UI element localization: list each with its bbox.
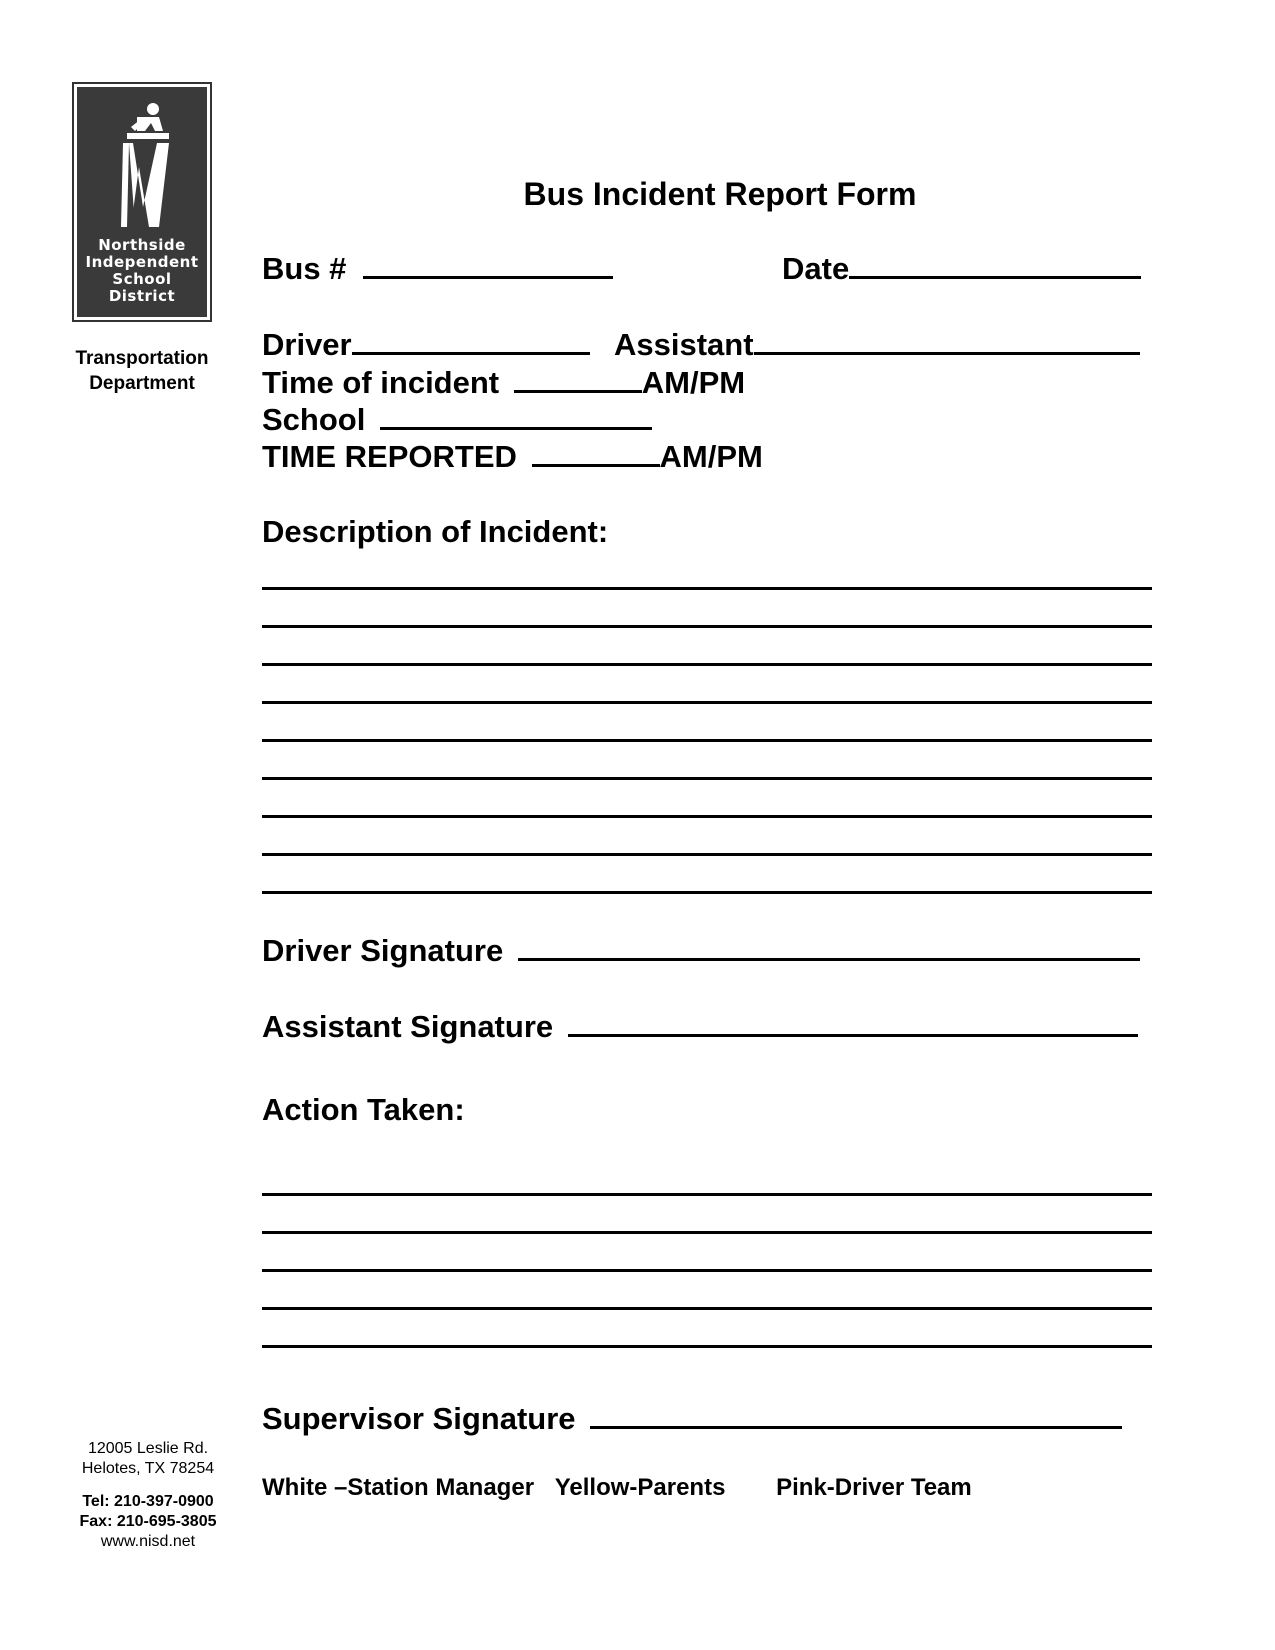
time-reported-ampm: AM/PM [659,439,763,474]
time-of-incident-blank[interactable] [514,364,642,393]
supervisor-signature-field [262,1400,1122,1437]
copy-yellow: Yellow-Parents [554,1474,726,1501]
assistant-signature-field [262,1008,1138,1045]
assistant-signature-blank[interactable] [568,1008,1138,1037]
description-line[interactable] [262,739,1152,742]
assistant-signature-label: Assistant Signature [262,1009,554,1044]
school-blank[interactable] [380,401,652,430]
bus-number-label: Bus # [262,251,347,286]
copy-pink: Pink-Driver Team [776,1474,972,1501]
supervisor-signature-label: Supervisor Signature [262,1401,576,1436]
time-reported-label: TIME REPORTED [262,439,517,474]
assistant-label: Assistant [614,327,754,362]
driver-blank[interactable] [352,326,590,355]
time-of-incident-label: Time of incident [262,365,500,400]
logo-line-4: District [108,287,176,305]
action-taken-line[interactable] [262,1307,1152,1310]
contact-tel: Tel: 210-397-0900 [82,1493,214,1510]
action-taken-line[interactable] [262,1231,1152,1234]
action-taken-label: Action Taken: [262,1092,465,1127]
description-label: Description of Incident: [262,514,609,549]
action-taken-line[interactable] [262,1269,1152,1272]
description-line[interactable] [262,587,1152,590]
bus-number-blank[interactable] [363,250,613,279]
time-of-incident-field [262,364,745,401]
supervisor-signature-blank[interactable] [590,1400,1122,1429]
description-line[interactable] [262,853,1152,856]
district-logo [72,82,212,322]
assistant-field [614,326,1140,363]
description-line[interactable] [262,625,1152,628]
address-city: Helotes, TX 78254 [81,1460,215,1477]
driver-signature-field [262,932,1140,969]
contact-web: www.nisd.net [100,1533,196,1550]
driver-label: Driver [262,327,352,362]
copy-distribution [262,1474,972,1502]
copy-white: White –Station Manager [262,1474,535,1501]
school-label: School [262,402,366,437]
logo-line-1: Northside [98,236,186,254]
district-address [58,1439,238,1479]
driver-field [262,326,590,363]
logo-line-3: School [112,270,172,288]
time-of-incident-ampm: AM/PM [641,365,746,400]
description-line[interactable] [262,663,1152,666]
form-title: Bus Incident Report Form [523,176,917,212]
time-reported-blank[interactable] [532,438,660,467]
assistant-blank[interactable] [754,326,1140,355]
department-label: Transportation Department [75,348,209,394]
description-line[interactable] [262,891,1152,894]
district-contact [58,1492,238,1552]
action-taken-line[interactable] [262,1345,1152,1348]
time-reported-field [262,438,763,475]
description-line[interactable] [262,701,1152,704]
school-field [262,401,652,438]
description-line[interactable] [262,777,1152,780]
address-street: 12005 Leslie Rd. [87,1440,209,1457]
description-line[interactable] [262,815,1152,818]
action-taken-line[interactable] [262,1193,1152,1196]
contact-fax: Fax: 210-695-3805 [79,1513,217,1530]
driver-signature-label: Driver Signature [262,933,504,968]
date-label: Date [782,251,850,286]
date-blank[interactable] [849,250,1141,279]
logo-line-2: Independent [85,253,199,271]
bus-number-field [262,250,613,287]
driver-signature-blank[interactable] [518,932,1140,961]
date-field [782,250,1141,287]
